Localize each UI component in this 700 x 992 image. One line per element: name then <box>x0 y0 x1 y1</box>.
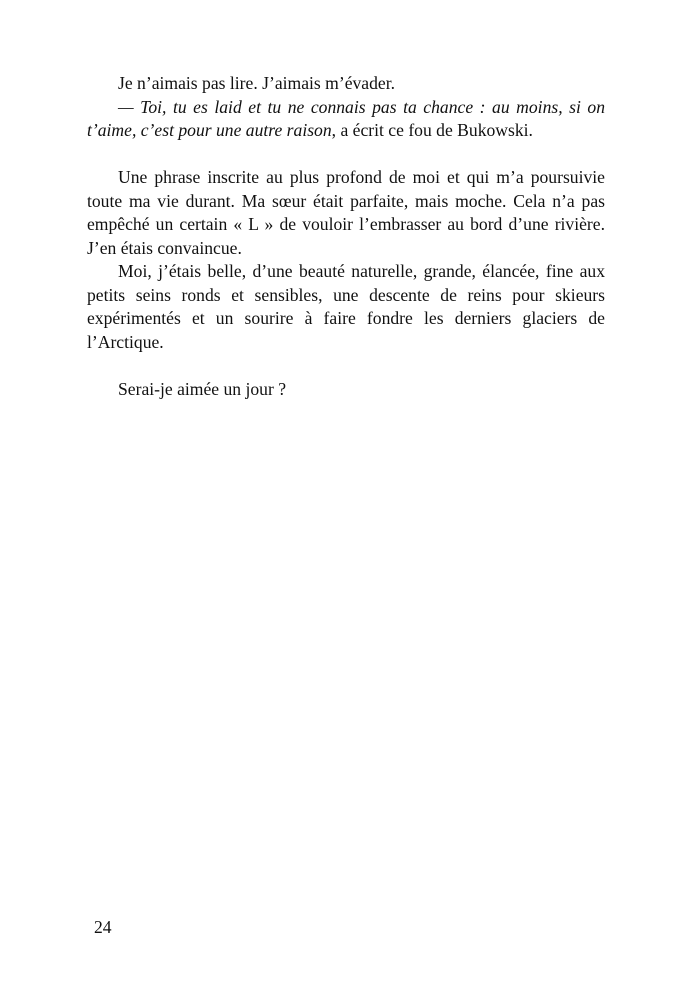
body-text <box>87 72 605 401</box>
bukowski-quote: — Toi, tu es laid et tu ne connais pas ta chance : au moins, si on t’aime, c’est pour une autre raison <box>87 96 605 140</box>
paragraph-2-quote <box>87 96 605 143</box>
paragraph-5: Serai-je aimée un jour ? <box>118 378 287 399</box>
paragraph-4: Moi, j’étais belle, d’une beauté naturelle, grande, élancée, fine aux petits seins ronds et sensibles, une descente de reins pour skieurs expérimentés et un sourire à faire fondre les derniers glaciers de l’Arctique. <box>87 261 605 352</box>
paragraph-1: Je n’aimais pas lire. J’aimais m’évader. <box>118 73 396 93</box>
page-number: 24 <box>94 917 112 937</box>
paragraph-3: Une phrase inscrite au plus profond de moi et qui m’a poursuivie toute ma vie durant. Ma sœur était parfaite, mais moche. Cela n’a pas empêché un certain « L » de vouloir l’embrasser au bord d’une rivière. J’en étais convaincue. <box>87 167 605 258</box>
quote-attribution: , a écrit ce fou de Bukowski. <box>331 120 533 140</box>
